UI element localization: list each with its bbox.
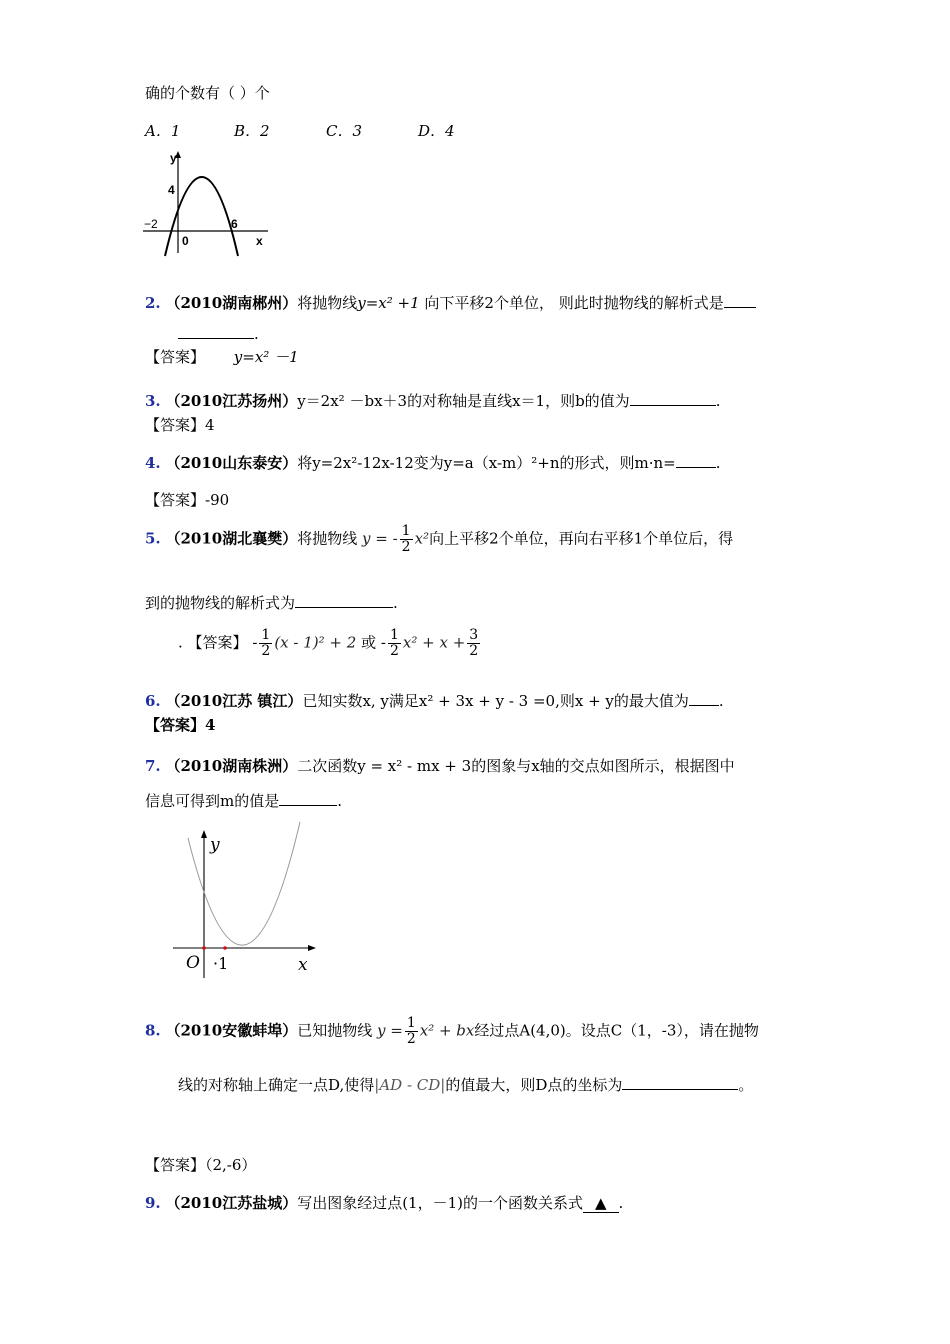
q6-answer: 【答案】4	[145, 716, 216, 734]
q7-line2	[145, 790, 342, 811]
q8-end: 。	[738, 1076, 754, 1094]
q5-answer-line: . 【答案】 - $\frac{1}{2}$ (x - 1)² + 2 或 - $\frac{1}{2}$ x² + x + $\frac{3}{2}$	[178, 627, 479, 659]
q1-option-c: C．3	[326, 122, 363, 140]
q5-blank	[295, 593, 393, 608]
q8-line2-a: 线的对称轴上确定一点D,使得	[178, 1076, 375, 1094]
q8-line	[145, 1016, 759, 1047]
q7-one-label: ·1	[213, 954, 229, 973]
q5-ans-frac-3	[467, 628, 480, 659]
q7-text-a: 二次函数y = x² - mx + 3的图象与x轴的交点如图所示，根据图中	[297, 757, 735, 775]
q1-y-label: y	[170, 151, 177, 165]
q1-label-neg2: −2	[144, 217, 158, 231]
q9-number: 9.	[145, 1194, 161, 1212]
q7-line	[145, 755, 735, 776]
q6-source: （2010江苏 镇江）	[165, 692, 303, 710]
q6-number: 6.	[145, 692, 161, 710]
q8-number: 8.	[145, 1021, 161, 1040]
q2-text-b: 向下平移2个单位， 则此时抛物线的解析式是	[424, 294, 724, 312]
q2-line	[145, 292, 756, 313]
q4-line	[145, 452, 721, 473]
q2-line2	[178, 324, 259, 343]
q5-ans-frac2-num: 1	[389, 627, 399, 643]
q9-blank-triangle: ▲	[583, 1194, 619, 1213]
q7-parabola-graph	[170, 820, 330, 980]
q3-answer: 【答案】4	[145, 416, 215, 434]
q5-fraction	[400, 524, 413, 555]
q5-ans-frac-2	[388, 628, 401, 659]
q8-line2-b: 的值最大，则D点的坐标为	[445, 1076, 623, 1094]
q2-answer-label: 【答案】	[145, 348, 206, 366]
q4-text: 将y=2x²-12x-12变为y=a（x-m）²+n的形式，则m·n=	[297, 454, 676, 472]
q8-blank	[622, 1075, 738, 1090]
q7-end: .	[337, 792, 343, 810]
q5-frac-num: 1	[401, 523, 411, 539]
q3-blank	[630, 391, 716, 406]
q1-option-a: A．1	[145, 122, 181, 140]
q8-answer: 【答案】（2,-6）	[145, 1156, 257, 1174]
q7-source: （2010湖南株洲）	[165, 757, 298, 775]
q8-source: （2010安徽蚌埠）	[165, 1021, 298, 1040]
q1-parabola-graph	[140, 148, 275, 258]
q5-ans-frac1-num: 1	[261, 627, 271, 643]
q8-line2	[178, 1074, 753, 1095]
q4-answer: 【答案】-90	[145, 491, 230, 509]
q7-root-marker-1	[202, 946, 206, 950]
q2-blank-2	[178, 324, 254, 339]
q5-ans-frac1-den: 2	[261, 643, 271, 659]
q2-source: （2010湖南郴州）	[165, 294, 298, 312]
q2-blank-1	[724, 293, 756, 308]
q5-answer-prefix: . 【答案】	[178, 633, 248, 652]
q1-option-d: D．4	[418, 122, 455, 140]
q6-text: 已知实数x, y满足x² + 3x + y - 3 =0,则x + y的最大值为	[302, 692, 689, 710]
q9-text: 写出图象经过点(1，－1)的一个函数关系式	[297, 1194, 583, 1212]
q4-blank	[676, 453, 716, 468]
q5-ans-frac3-den: 2	[469, 643, 479, 659]
q5-line	[145, 524, 733, 555]
q5-frac-den: 2	[401, 539, 411, 555]
q2-expr: y=x² +1	[357, 294, 420, 312]
q4-end: .	[715, 454, 721, 472]
q7-y-label: y	[210, 835, 220, 855]
q8-text-b: 经过点A(4,0)。设点C（1，-3），请在抛物	[474, 1021, 759, 1040]
q3-line	[145, 390, 720, 411]
q7-parabola-curve	[188, 822, 300, 945]
q8-expr-lead: y =	[377, 1021, 403, 1040]
q7-o-label: O	[186, 953, 200, 973]
q8-text-a: 已知抛物线	[297, 1021, 373, 1040]
q1-tail: 确的个数有（ ）个	[145, 84, 270, 102]
q7-y-arrow	[201, 830, 207, 838]
q9-source: （2010江苏盐城）	[165, 1194, 298, 1212]
q5-ans-or: 或	[361, 633, 377, 652]
q1-label-0: 0	[182, 234, 189, 248]
q8-fraction	[405, 1016, 418, 1047]
q5-end: .	[393, 594, 398, 612]
q5-text-b: 向上平移2个单位，再向右平移1个单位后，得	[429, 529, 734, 548]
q2-answer: y=x² －1	[233, 348, 299, 366]
q3-end: .	[715, 392, 721, 410]
q5-source: （2010湖北襄樊）	[165, 529, 298, 548]
q2-answer-line	[145, 346, 299, 367]
q1-label-6: 6	[231, 217, 238, 231]
q5-line2	[145, 592, 398, 613]
q8-abs-expr: |AD - CD|	[374, 1076, 446, 1094]
q5-ans-frac2-den: 2	[389, 643, 399, 659]
q5-expr-lead: y = -	[362, 529, 398, 548]
q7-root-marker-2	[223, 946, 227, 950]
q3-number: 3.	[145, 392, 161, 410]
q5-ans-a: (x - 1)² + 2	[274, 633, 357, 652]
q6-end: .	[718, 692, 724, 710]
q7-number: 7.	[145, 757, 161, 775]
q8-frac-den: 2	[406, 1031, 416, 1047]
q5-ans-frac-1	[259, 628, 272, 659]
q9-line	[145, 1192, 623, 1213]
q9-end: .	[618, 1194, 624, 1212]
q7-line2-text: 信息可得到m的值是	[145, 792, 280, 810]
q5-line2-text: 到的抛物线的解析式为	[145, 594, 296, 612]
q7-x-arrow	[308, 945, 316, 951]
q5-text-a: 将抛物线	[297, 529, 358, 548]
q8-expr-tail: x² + bx	[419, 1021, 475, 1040]
q7-x-label: x	[298, 955, 308, 975]
q5-number: 5.	[145, 529, 161, 548]
q2-text-a: 将抛物线	[297, 294, 358, 312]
q1-x-label: x	[256, 234, 263, 248]
q4-source: （2010山东泰安）	[165, 454, 298, 472]
q6-line	[145, 690, 724, 711]
q2-end: .	[254, 325, 259, 343]
q7-blank	[279, 791, 337, 806]
q3-source: （2010江苏扬州）	[165, 392, 298, 410]
q6-blank	[689, 691, 719, 706]
q4-number: 4.	[145, 454, 161, 472]
q1-option-b: B．2	[234, 122, 270, 140]
q2-number: 2.	[145, 294, 161, 312]
q1-parabola-curve	[165, 177, 238, 256]
q5-ans-b: x² + x +	[402, 633, 466, 652]
q8-frac-num: 1	[406, 1015, 416, 1031]
q5-ans-frac3-num: 3	[469, 627, 479, 643]
q5-expr-tail: x²	[414, 529, 430, 548]
q1-label-4: 4	[168, 183, 175, 197]
q3-text: y＝2x² －bx＋3的对称轴是直线x＝1，则b的值为	[297, 392, 630, 410]
